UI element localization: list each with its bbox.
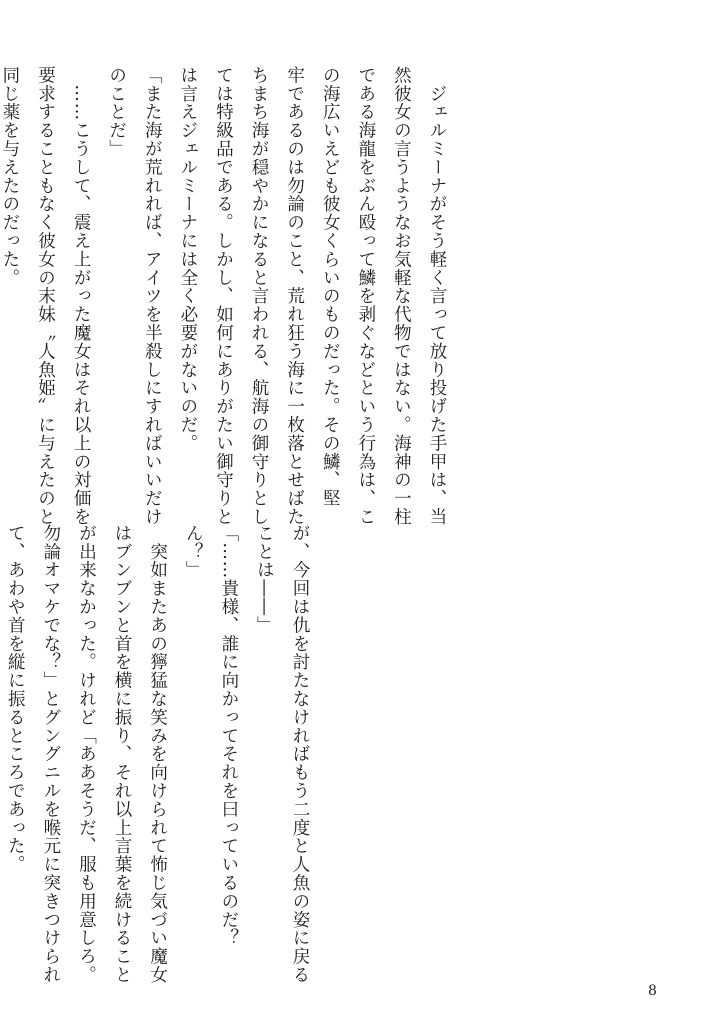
text-line: ん？」 [183, 524, 204, 580]
text-line: である海龍をぶん殴って鱗を剥ぐなどという行為は、こ [355, 66, 376, 526]
text-line: はブンブンと首を横に振り、それ以上言葉を続けること [112, 524, 133, 984]
text-line: は言えジェルミーナには全く必要がないのだ。 [177, 66, 198, 453]
text-line: ちまち海が穏やかになると言われる、航海の御守りとし [249, 66, 270, 526]
text-line: のことだ」 [106, 66, 127, 158]
text-line: 然彼女の言うようなお気軽な代物ではない。海神の一柱 [391, 66, 412, 526]
text-line: 「また海が荒れれば、アイツを半殺しにすればいいだけ [142, 66, 163, 526]
text-line: 同じ薬を与えたのだった。 [0, 66, 20, 287]
text-line: 勿論オマケでな？」とグングニルを喉元に突きつけられ [40, 524, 61, 984]
text-line: ことは――」 [254, 524, 275, 635]
text-line: て、あわや首を縦に振るところであった。 [5, 524, 26, 874]
text-line: 要求することもなく彼女の末妹〝人魚姫〟に与えたのと [35, 66, 56, 526]
upper-text-block [0, 66, 454, 526]
text-line: ジェルミーナがそう軽く言って放り投げた手甲は、当 [427, 66, 447, 526]
lower-text-block [0, 524, 317, 984]
text-line: ……こうして、震え上がった魔女はそれ以上の対価を [71, 66, 92, 526]
text-line: ては特級品である。しかし、如何にありがたい御守りと [213, 66, 234, 526]
page-number: 8 [648, 983, 657, 999]
text-line: 「……貴様、誰に向かってそれを曰っているのだ？ [218, 524, 239, 948]
text-line: 牢であるのは勿論のこと、荒れ狂う海に一枚落とせばた [284, 66, 305, 526]
text-line: 突如またあの獰猛な笑みを向けられて怖じ気づい魔女 [147, 524, 168, 984]
text-line: の海広いえども彼女くらいのものだった。その鱗、堅 [320, 66, 341, 508]
text-line: が、今回は仇を討たなければもう二度と人魚の姿に戻る [290, 524, 310, 984]
text-line: が出来なかった。けれど「ああそうだ、服も用意しろ。 [76, 524, 97, 984]
